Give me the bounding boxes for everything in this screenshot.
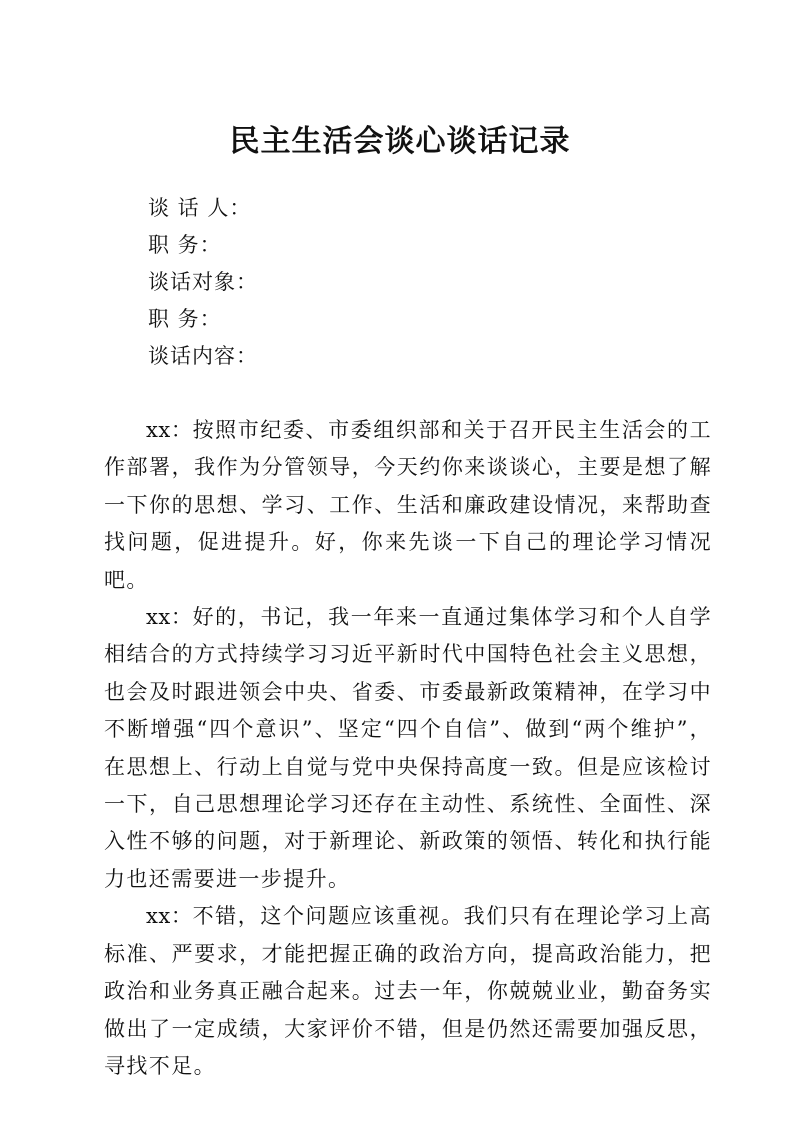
document-title: 民主生活会谈心谈话记录 xyxy=(229,124,571,159)
paragraph-text: 好的，书记，我一年来一直通过集体学习和个人自学相结合的方式持续学习习近平新时代中国特色社会主义思想，也会及时跟进领会中央、省委、市委最新政策精神，在学习中不断增强“四个意识”、坚定“四个自信”、做到“两个维护”，在思想上、行动上自觉与党中央保持高度一致。但是应该检讨一下，自己思想理论学习还存在主动性、系统性、全面性、深入性不够的问题，对于新理论、新政策的领悟、转化和执行能力也还需要进一步提升。 xyxy=(104,605,713,891)
speaker-label: xx： xyxy=(146,418,193,442)
speaker-label: xx： xyxy=(146,605,193,630)
field-content: 谈话内容： xyxy=(148,344,258,368)
speaker-label: xx： xyxy=(146,904,193,929)
conversation-body xyxy=(104,412,712,1085)
field-interviewee-position: 职 务： xyxy=(148,307,222,331)
paragraph-3 xyxy=(104,898,712,1085)
field-speaker: 谈 话 人： xyxy=(148,196,252,220)
paragraph-2 xyxy=(104,599,712,898)
paragraph-text: 按照市纪委、市委组织部和关于召开民主生活会的工作部署，我作为分管领导，今天约你来谈谈心，主要是想了解一下你的思想、学习、工作、生活和廉政建设情况，来帮助查找问题，促进提升。好，你来先谈一下自己的理论学习情况吧。 xyxy=(104,418,713,592)
paragraph-text: 不错，这个问题应该重视。我们只有在理论学习上高标准、严要求，才能把握正确的政治方向，提高政治能力，把政治和业务真正融合起来。过去一年，你兢兢业业，勤奋务实做出了一定成绩，大家评价不错，但是仍然还需要加强反思，寻找不足。 xyxy=(104,904,713,1078)
record-fields xyxy=(148,190,708,375)
field-speaker-position: 职 务： xyxy=(148,233,222,257)
field-interviewee: 谈话对象： xyxy=(148,270,258,294)
paragraph-1 xyxy=(104,412,712,599)
